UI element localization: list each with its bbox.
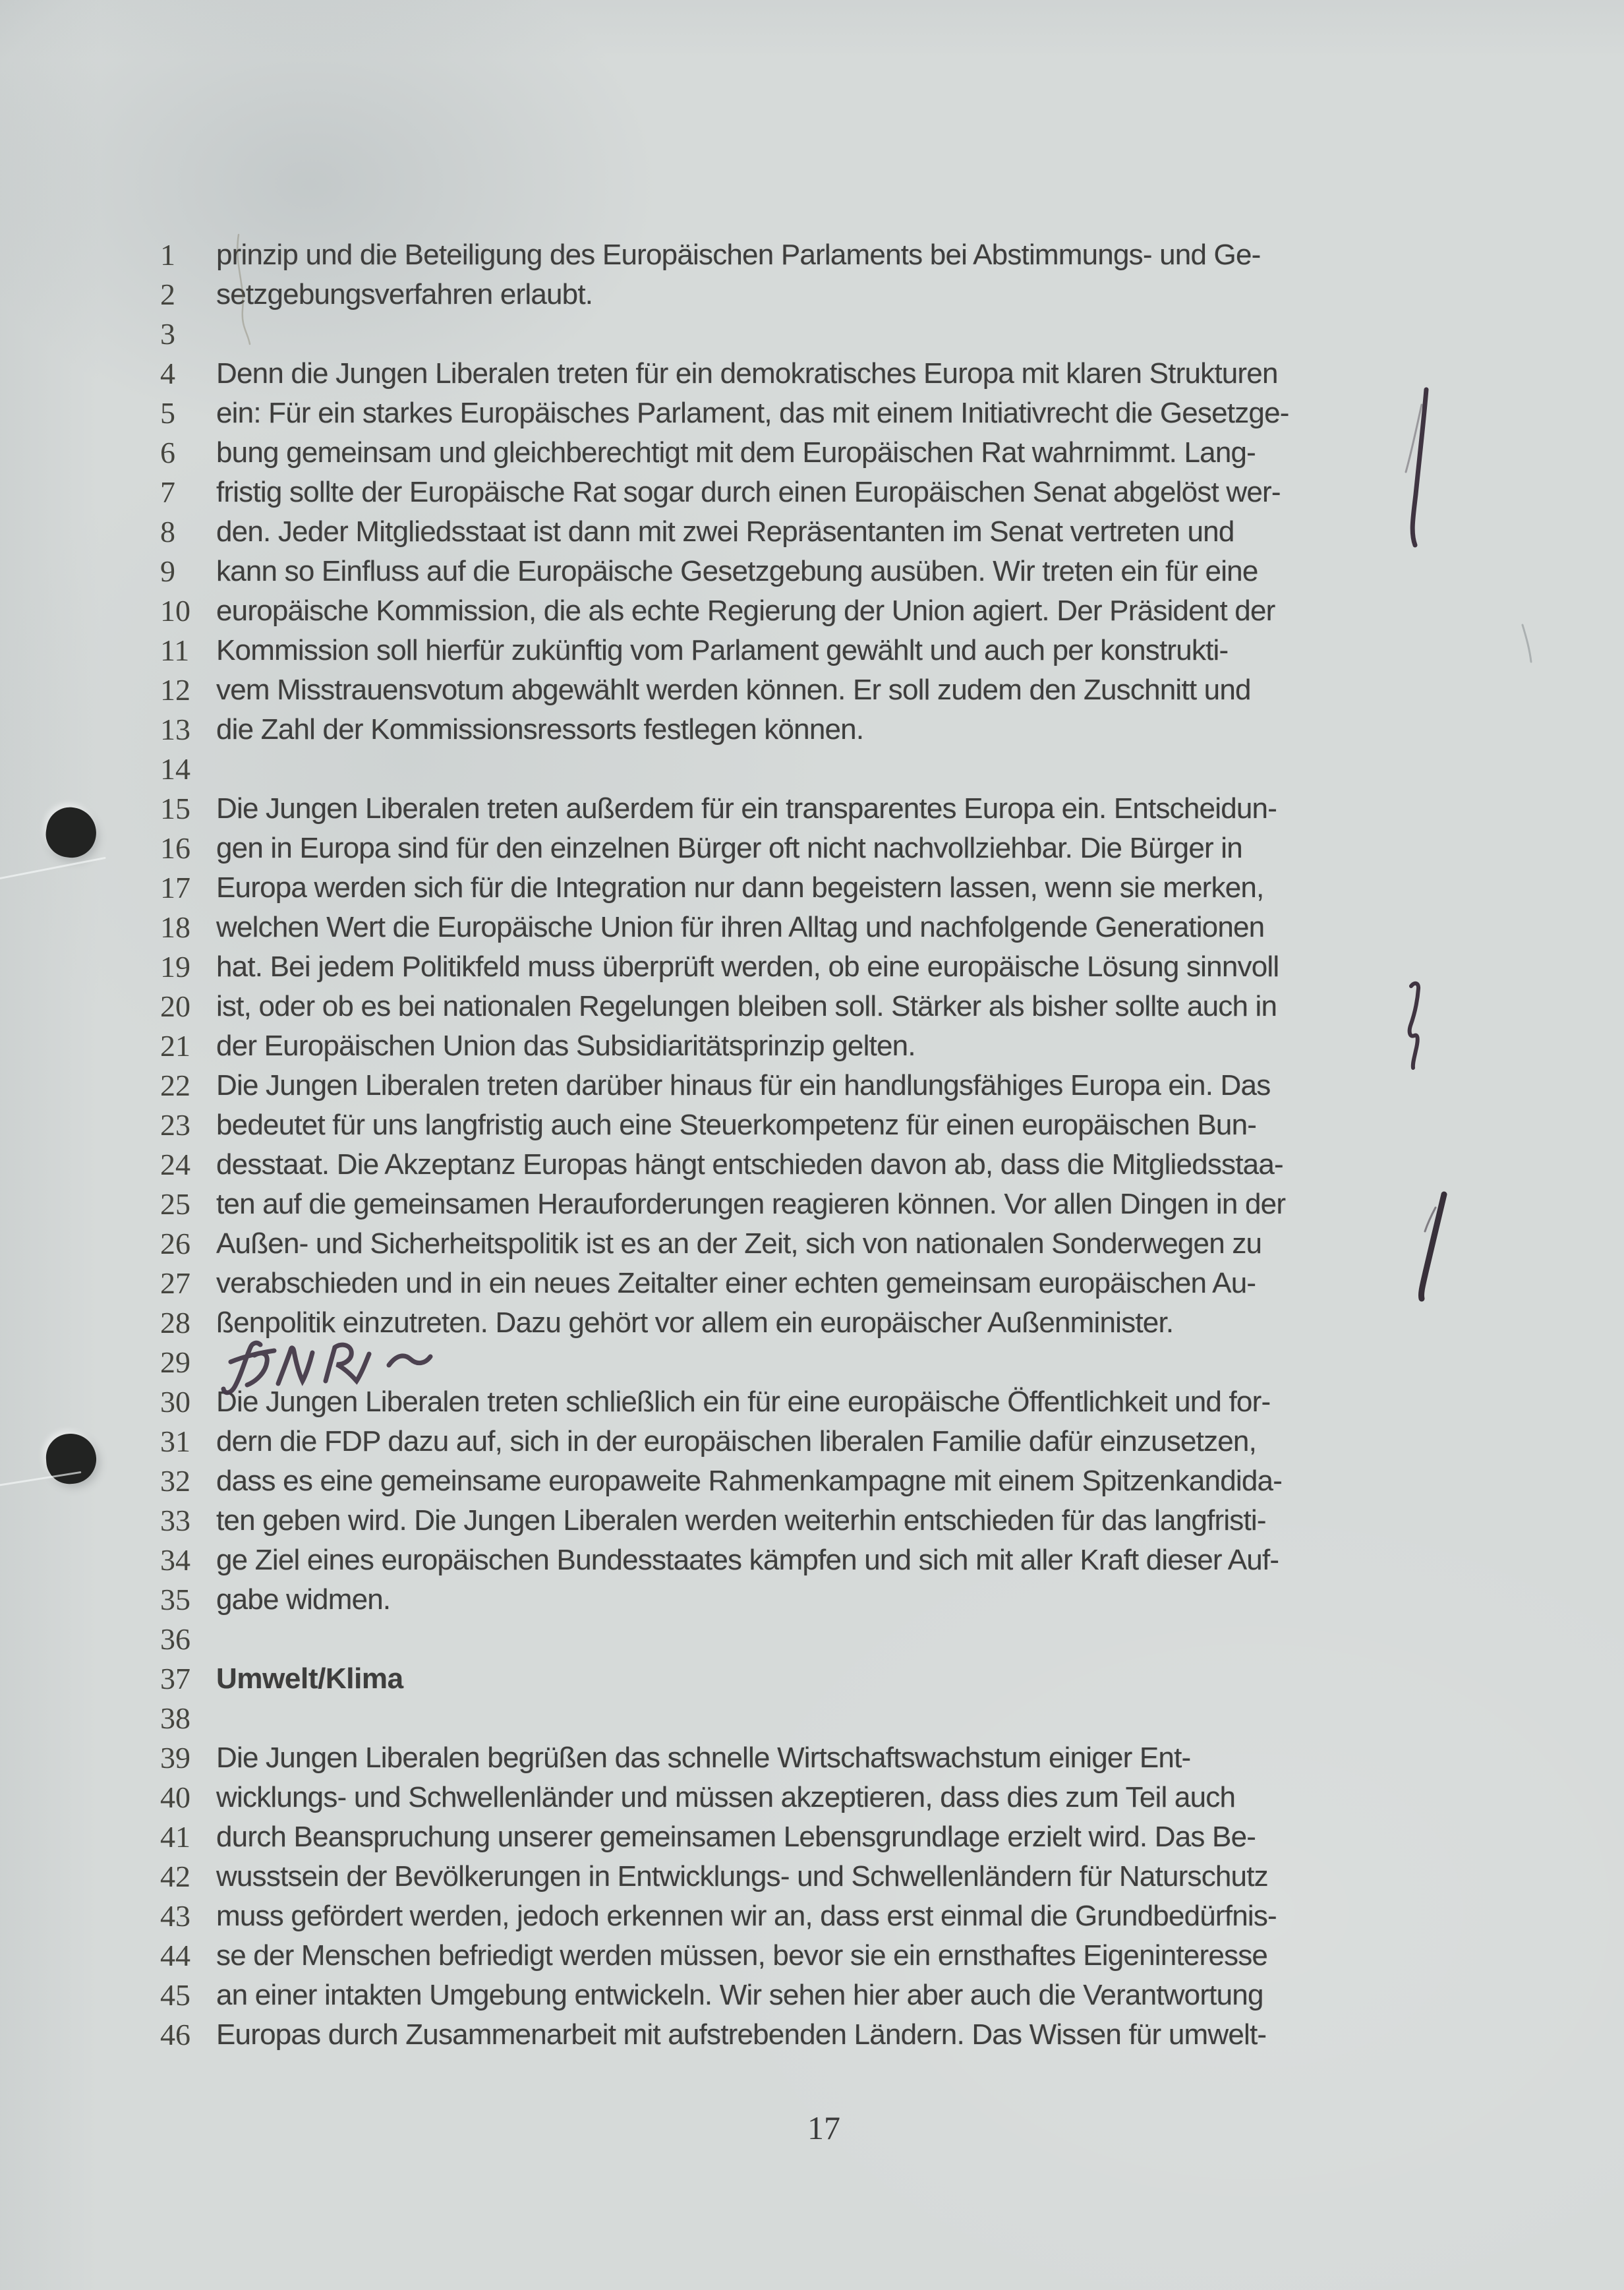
line-number: 38 (160, 1701, 190, 1735)
section-heading: Umwelt/Klima (216, 1662, 403, 1695)
line-text: ist, oder ob es bei nationalen Regelungen bleiben soll. Stärker als bisher sollte auch in (216, 990, 1277, 1022)
line-text: gabe widmen. (216, 1583, 391, 1616)
line-text: Europas durch Zusammenarbeit mit aufstrebenden Ländern. Das Wissen für umwelt- (216, 2018, 1267, 2051)
line-number: 18 (160, 910, 190, 944)
text-line (0, 868, 1624, 908)
line-number: 19 (160, 950, 190, 984)
line-text: der Europäischen Union das Subsidiaritätsprinzip gelten. (216, 1030, 915, 1062)
line-number: 46 (160, 2018, 190, 2051)
text-line (0, 1936, 1624, 1976)
line-number: 41 (160, 1820, 190, 1854)
line-number: 39 (160, 1741, 190, 1775)
text-line (0, 1817, 1624, 1857)
line-text: bung gemeinsam und gleichberechtigt mit dem Europäischen Rat wahrnimmt. Lang- (216, 436, 1256, 469)
line-text: ein: Für ein starkes Europäisches Parlament, das mit einem Initiativrecht die Gesetzge- (216, 397, 1289, 429)
text-line (0, 670, 1624, 710)
line-number: 36 (160, 1622, 190, 1656)
text-line (0, 433, 1624, 473)
text-line (0, 789, 1624, 829)
line-text: Kommission soll hierfür zukünftig vom Parlament gewählt und auch per konstrukti- (216, 634, 1229, 666)
line-number: 9 (160, 554, 175, 588)
text-line (0, 1145, 1624, 1185)
line-number: 30 (160, 1385, 190, 1419)
line-text: gen in Europa sind für den einzelnen Bürger oft nicht nachvollziehbar. Die Bürger in (216, 832, 1242, 864)
line-number: 7 (160, 475, 175, 509)
line-text: an einer intakten Umgebung entwickeln. Wir sehen hier aber auch die Verantwortung (216, 1979, 1263, 2011)
line-text: ßenpolitik einzutreten. Dazu gehört vor allem ein europäischer Außenminister. (216, 1306, 1174, 1339)
line-number: 14 (160, 752, 190, 786)
page-number: 17 (807, 2109, 840, 2146)
line-text: Die Jungen Liberalen treten darüber hinaus für ein handlungsfähiges Europa ein. Das (216, 1069, 1271, 1101)
text-line (0, 710, 1624, 749)
text-line (0, 473, 1624, 512)
text-line (0, 1738, 1624, 1778)
line-text: ten auf die gemeinsamen Herauforderungen reagieren können. Vor allen Dingen in der (216, 1188, 1286, 1220)
text-line (0, 1303, 1624, 1343)
line-number: 21 (160, 1029, 190, 1063)
line-number: 3 (160, 317, 175, 351)
line-text: europäische Kommission, die als echte Regierung der Union agiert. Der Präsident der (216, 595, 1275, 627)
text-line (0, 2015, 1624, 2055)
line-text: ten geben wird. Die Jungen Liberalen werden weiterhin entschieden für das langfristi- (216, 1504, 1266, 1537)
line-number: 40 (160, 1780, 190, 1814)
line-number: 43 (160, 1899, 190, 1933)
line-number: 27 (160, 1266, 190, 1300)
text-line (0, 1501, 1624, 1541)
line-text: wicklungs- und Schwellenländer und müssen akzeptieren, dass dies zum Teil auch (216, 1781, 1236, 1813)
line-text: die Zahl der Kommissionsressorts festlegen können. (216, 713, 864, 746)
line-number: 33 (160, 1504, 190, 1537)
line-text: hat. Bei jedem Politikfeld muss überprüft werden, ob eine europäische Lösung sinnvoll (216, 951, 1279, 983)
line-number: 24 (160, 1148, 190, 1181)
line-number: 6 (160, 436, 175, 469)
line-number: 20 (160, 989, 190, 1023)
line-number: 2 (160, 278, 175, 311)
line-text: setzgebungsverfahren erlaubt. (216, 278, 593, 310)
text-line (0, 1026, 1624, 1066)
line-number: 5 (160, 396, 175, 430)
line-text: prinzip und die Beteiligung des Europäischen Parlaments bei Abstimmungs- und Ge- (216, 239, 1261, 271)
line-text: Die Jungen Liberalen treten schließlich ein für eine europäische Öffentlichkeit und for- (216, 1386, 1271, 1418)
line-text: vem Misstrauensvotum abgewählt werden können. Er soll zudem den Zuschnitt und (216, 674, 1251, 706)
text-line (0, 1224, 1624, 1264)
line-number: 31 (160, 1424, 190, 1458)
line-number: 10 (160, 594, 190, 628)
line-number: 44 (160, 1939, 190, 1972)
text-line (0, 947, 1624, 987)
text-line (0, 1857, 1624, 1896)
text-line (0, 1461, 1624, 1501)
line-number: 28 (160, 1306, 190, 1339)
line-number: 29 (160, 1345, 190, 1379)
line-number: 12 (160, 673, 190, 707)
text-line (0, 1422, 1624, 1461)
line-number: 26 (160, 1227, 190, 1260)
line-number: 32 (160, 1464, 190, 1498)
text-line (0, 1382, 1624, 1422)
text-line (0, 1659, 1624, 1699)
line-number: 35 (160, 1583, 190, 1616)
line-text: fristig sollte der Europäische Rat sogar durch einen Europäischen Senat abgelöst wer- (216, 476, 1281, 508)
text-line (0, 235, 1624, 275)
text-line (0, 1778, 1624, 1817)
text-line (0, 1264, 1624, 1303)
line-number: 15 (160, 792, 190, 825)
line-number: 25 (160, 1187, 190, 1221)
line-text: Denn die Jungen Liberalen treten für ein demokratisches Europa mit klaren Strukturen (216, 357, 1278, 390)
text-line (0, 631, 1624, 670)
line-number: 4 (160, 357, 175, 390)
line-number: 8 (160, 515, 175, 548)
text-line (0, 552, 1624, 591)
line-text: dass es eine gemeinsame europaweite Rahmenkampagne mit einem Spitzenkandida- (216, 1465, 1283, 1497)
line-text: Die Jungen Liberalen treten außerdem für ein transparentes Europa ein. Entscheidun- (216, 792, 1277, 825)
text-line (0, 1620, 1624, 1659)
line-text: desstaat. Die Akzeptanz Europas hängt entschieden davon ab, dass die Mitgliedsstaa- (216, 1148, 1283, 1181)
text-line (0, 394, 1624, 433)
text-line (0, 908, 1624, 947)
line-text: den. Jeder Mitgliedsstaat ist dann mit zwei Repräsentanten im Senat vertreten und (216, 515, 1234, 548)
line-number: 11 (160, 633, 190, 667)
line-text: ge Ziel eines europäischen Bundesstaates kämpfen und sich mit aller Kraft dieser Auf- (216, 1544, 1279, 1576)
line-number: 13 (160, 713, 190, 746)
line-text: durch Beanspruchung unserer gemeinsamen Lebensgrundlage erzielt wird. Das Be- (216, 1821, 1256, 1853)
text-line (0, 1066, 1624, 1105)
line-number: 37 (160, 1662, 190, 1695)
line-text: wusstsein der Bevölkerungen in Entwicklungs- und Schwellenländern für Naturschutz (216, 1860, 1268, 1893)
text-line (0, 591, 1624, 631)
line-number: 23 (160, 1108, 190, 1142)
line-text: bedeutet für uns langfristig auch eine Steuerkompetenz für einen europäischen Bun- (216, 1109, 1257, 1141)
text-line (0, 1896, 1624, 1936)
text-line (0, 512, 1624, 552)
line-number: 17 (160, 871, 190, 904)
line-text: Außen- und Sicherheitspolitik ist es an der Zeit, sich von nationalen Sonderwegen zu (216, 1227, 1262, 1260)
line-number: 16 (160, 831, 190, 865)
text-line (0, 749, 1624, 789)
text-line (0, 1185, 1624, 1224)
line-number: 45 (160, 1978, 190, 2012)
line-text: muss gefördert werden, jedoch erkennen wir an, dass erst einmal die Grundbedürfnis- (216, 1900, 1277, 1932)
line-text: verabschieden und in ein neues Zeitalter einer echten gemeinsam europäischen Au- (216, 1267, 1256, 1299)
text-line (0, 987, 1624, 1026)
line-number: 42 (160, 1860, 190, 1893)
line-text: kann so Einfluss auf die Europäische Gesetzgebung ausüben. Wir treten ein für eine (216, 555, 1258, 587)
line-number: 1 (160, 238, 175, 272)
line-text: welchen Wert die Europäische Union für ihren Alltag und nachfolgende Generationen (216, 911, 1265, 943)
text-line (0, 1541, 1624, 1580)
text-line (0, 354, 1624, 394)
text-line (0, 829, 1624, 868)
line-number: 22 (160, 1069, 190, 1102)
line-number: 34 (160, 1543, 190, 1577)
line-text: dern die FDP dazu auf, sich in der europäischen liberalen Familie dafür einzusetzen, (216, 1425, 1257, 1457)
text-line (0, 1699, 1624, 1738)
text-line (0, 314, 1624, 354)
line-text: se der Menschen befriedigt werden müssen, bevor sie ein ernsthaftes Eigeninteresse (216, 1939, 1268, 1972)
text-line (0, 275, 1624, 314)
text-line (0, 1580, 1624, 1620)
line-text: Europa werden sich für die Integration nur dann begeistern lassen, wenn sie merken, (216, 871, 1264, 904)
text-line (0, 1343, 1624, 1382)
text-line (0, 1976, 1624, 2015)
text-line (0, 1105, 1624, 1145)
line-text: Die Jungen Liberalen begrüßen das schnelle Wirtschaftswachstum einiger Ent- (216, 1742, 1191, 1774)
